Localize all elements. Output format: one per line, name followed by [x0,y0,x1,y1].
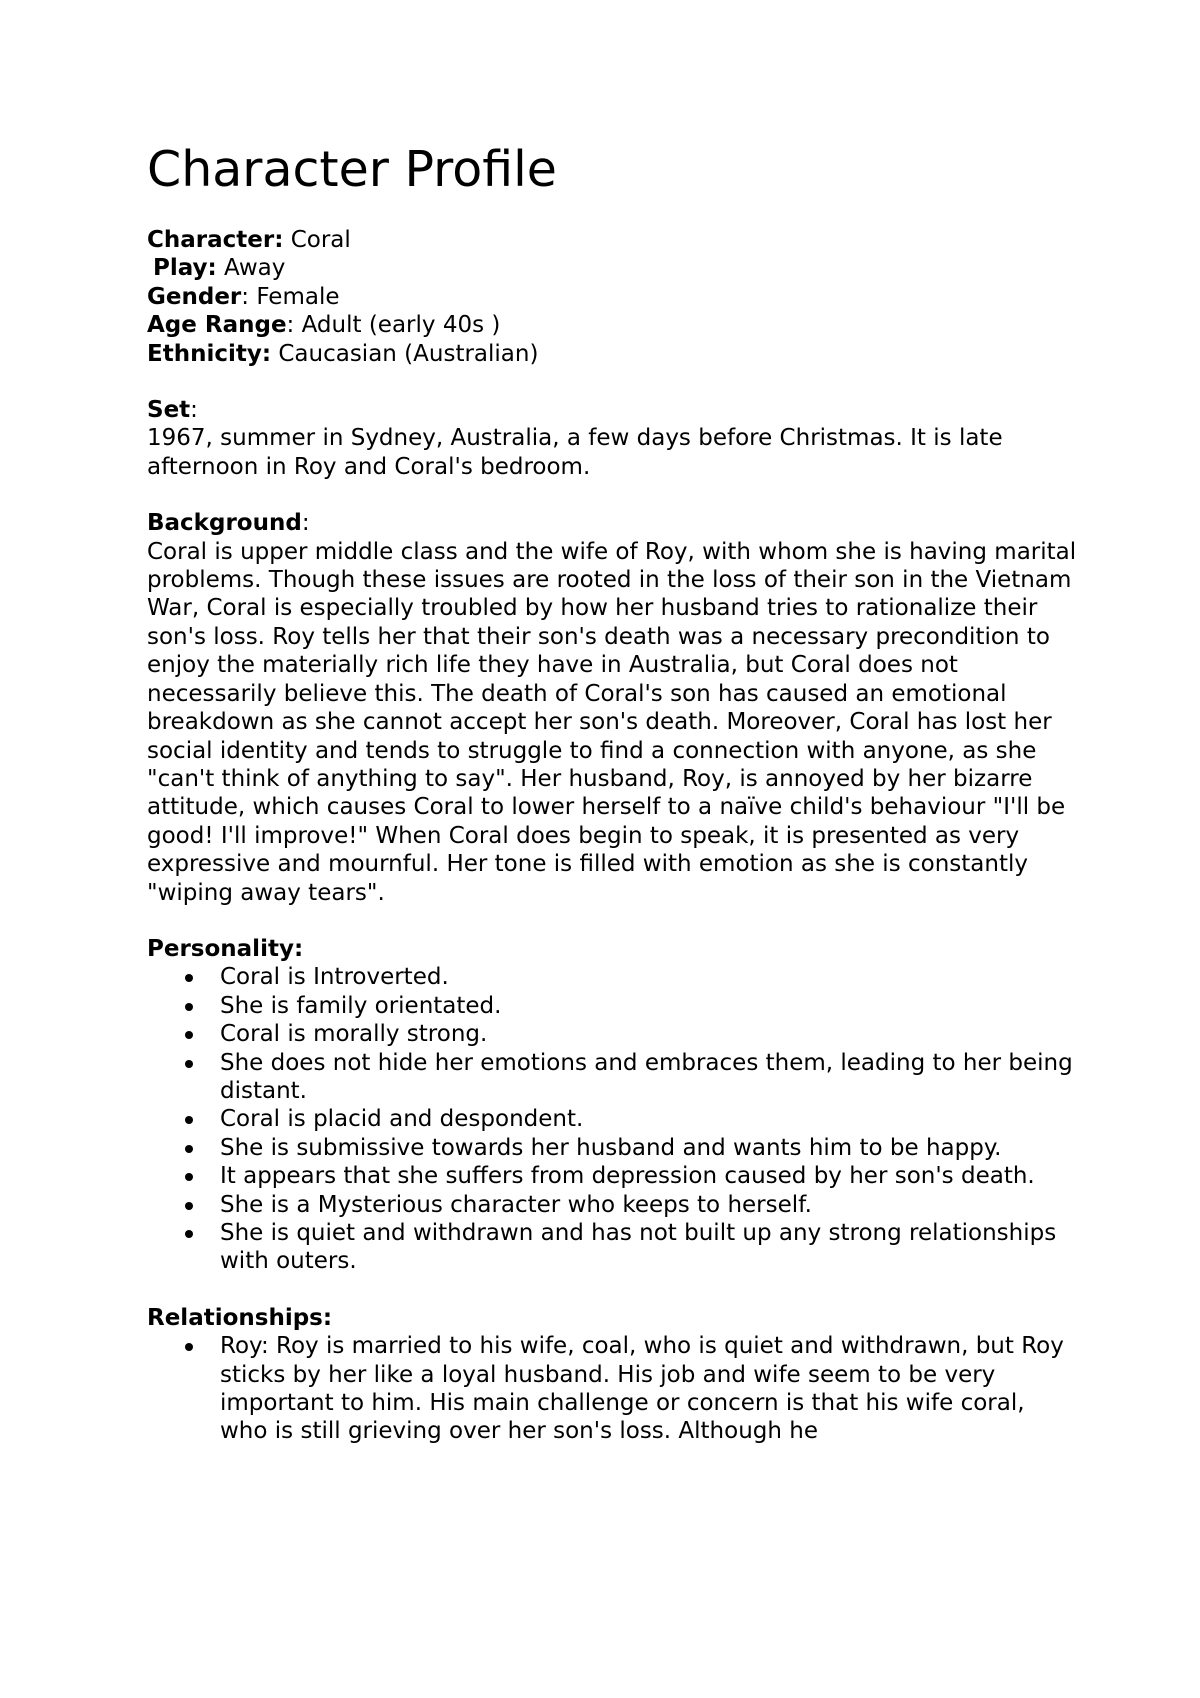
field-age-range [147,311,1077,339]
list-item [147,992,1077,1020]
document-page [147,140,1077,1446]
bullet-icon [185,1031,193,1039]
background-heading-suffix: : [301,510,310,537]
list-item-text: Coral is Introverted. [220,964,449,991]
field-label: Ethnicity: [147,340,272,367]
list-item [147,1105,1077,1133]
bullet-icon [185,1116,193,1124]
list-item-text: Coral is morally strong. [220,1021,488,1048]
bullet-icon [185,1202,193,1210]
bullet-icon [185,1173,193,1181]
field-value: Coral [283,227,351,253]
relationships-heading: Relationships: [147,1304,333,1331]
field-value: : Female [241,283,340,310]
list-item-text: She is submissive towards her husband and wants him to be happy. [220,1134,1002,1161]
list-item-text: She is family orientated. [220,992,502,1019]
field-value: Away [216,255,286,282]
field-value: : Adult (early 40s ) [286,312,501,339]
personality-heading: Personality: [147,935,304,962]
bullet-icon [185,1343,193,1351]
list-item-text: Coral is placid and despondent. [220,1106,584,1133]
set-heading: Set [147,397,191,424]
set-section [147,396,1077,481]
list-item [147,963,1077,991]
field-gender [147,283,1077,311]
bullet-icon [185,1230,193,1238]
field-label: Age Range [147,312,287,339]
list-item [147,1219,1077,1276]
field-label: Gender [147,283,242,310]
set-text: 1967, summer in Sydney, Australia, a few days before Christmas. It is late afternoon in Roy and Coral's bedroom. [147,425,1003,480]
page-title: Character Profile [147,141,557,198]
list-item-text: She is quiet and withdrawn and has not built up any strong relationships with outers. [220,1220,1057,1275]
list-item [147,1020,1077,1048]
list-item [147,1134,1077,1162]
field-label: Character: [147,227,284,253]
list-item-text: Roy: Roy is married to his wife, coal, who is quiet and withdrawn, but Roy sticks by her like a loyal husband. His job and wife seem to be very important to him. His main challenge or concern is that his wife coral, who is still grieving over her son's loss. Although he [220,1333,1064,1445]
list-item-text: She is a Mysterious character who keeps to herself. [220,1191,812,1218]
list-item [147,1332,1077,1446]
field-value: Caucasian (Australian) [271,340,539,367]
bullet-icon [185,1145,193,1153]
section-heading [147,509,1077,537]
list-item [147,1162,1077,1190]
bullet-icon [185,974,193,982]
personality-section [147,935,1077,1276]
field-label: Play: [153,255,217,282]
relationships-list [147,1332,1077,1446]
relationships-section [147,1304,1077,1446]
bullet-icon [185,1060,193,1068]
personality-list [147,963,1077,1275]
field-character [147,226,1077,254]
set-heading-suffix: : [190,397,198,424]
list-item [147,1191,1077,1219]
section-heading [147,396,1077,424]
background-text: Coral is upper middle class and the wife of Roy, with whom she is having marital problems. Though these issues are rooted in the loss of their son in the Vietnam War, Coral is especially troubled by how her husband tries to rationalize their son's loss. Roy tells her that their son's death was a necessary precondition to enjoy the materially rich life they have in Australia, but Coral does not necessarily believe this. The death of Coral's son has caused an emotional breakdown as she cannot accept her son's death. Moreover, Coral has lost her social identity and tends to struggle to find a connection with anyone, as she "can't think of anything to say". Her husband, Roy, is annoyed by her bizarre attitude, which causes Coral to lower herself to a naïve child's behaviour "I'll be good! I'll improve!" When Coral does begin to speak, it is presented as very expressive and mournful. Her tone is filled with emotion as she is constantly "wiping away tears". [147,538,1077,906]
background-section [147,509,1077,907]
field-play [147,254,1077,282]
list-item-text: She does not hide her emotions and embraces them, leading to her being distant. [220,1049,1073,1104]
background-heading: Background [147,510,302,537]
list-item [147,1049,1077,1106]
profile-fields [147,226,1077,368]
field-ethnicity [147,340,1077,368]
list-item-text: It appears that she suffers from depression caused by her son's death. [220,1163,1035,1190]
bullet-icon [185,1003,193,1011]
